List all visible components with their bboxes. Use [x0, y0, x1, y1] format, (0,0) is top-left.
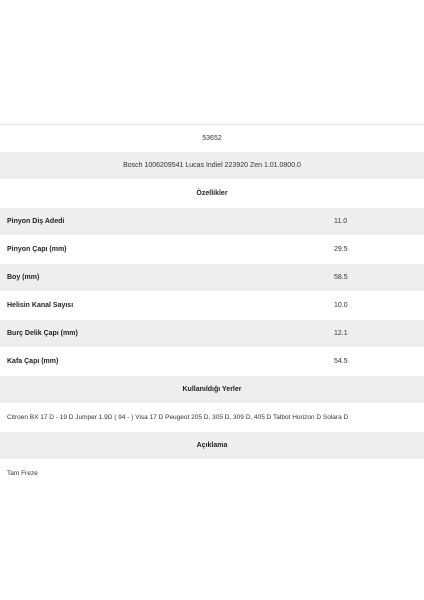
spec-row	[0, 348, 424, 376]
usage-heading-row	[0, 376, 424, 404]
cross-reference-text: Bosch 1006209541 Lucas Indiel 223920 Zen 1.01.0800.0	[123, 162, 301, 169]
spec-row	[0, 208, 424, 236]
usage-heading: Kullanıldığı Yerler	[182, 386, 242, 393]
spec-label: Kafa Çapı (mm)	[7, 358, 59, 365]
spec-row	[0, 292, 424, 320]
spec-label: Helisin Kanal Sayısı	[7, 302, 74, 309]
usage-text: Citroen BX 17 D - 19 D Jumper 1.9D ( 94 - ) Visa 17 D Peugeot 205 D, 305 D, 309 D, 405 D Talbot Horizon D Solara D	[7, 414, 349, 421]
description-heading-row	[0, 432, 424, 460]
spec-value: 12.1	[334, 330, 348, 337]
spec-value: 11.0	[334, 218, 348, 225]
description-heading: Açıklama	[196, 442, 228, 449]
spec-row	[0, 264, 424, 292]
specs-heading: Özellikler	[196, 190, 228, 197]
spec-label: Burç Delik Çapı (mm)	[7, 330, 78, 337]
spec-value: 29.5	[334, 246, 348, 253]
spec-label: Pinyon Çapı (mm)	[7, 246, 67, 253]
spec-row	[0, 320, 424, 348]
product-spec-table	[0, 124, 424, 488]
product-code-row	[0, 124, 424, 152]
usage-row	[0, 404, 424, 432]
spec-label: Pinyon Diş Adedi	[7, 218, 65, 225]
spec-value: 10.0	[334, 302, 348, 309]
spec-value: 54.5	[334, 358, 348, 365]
specs-heading-row	[0, 180, 424, 208]
cross-reference-row	[0, 152, 424, 180]
spec-value: 58.5	[334, 274, 348, 281]
description-text: Tam Freze	[7, 470, 38, 477]
product-code: 53652	[202, 134, 222, 142]
spec-row	[0, 236, 424, 264]
description-row	[0, 460, 424, 488]
spec-label: Boy (mm)	[7, 274, 40, 281]
